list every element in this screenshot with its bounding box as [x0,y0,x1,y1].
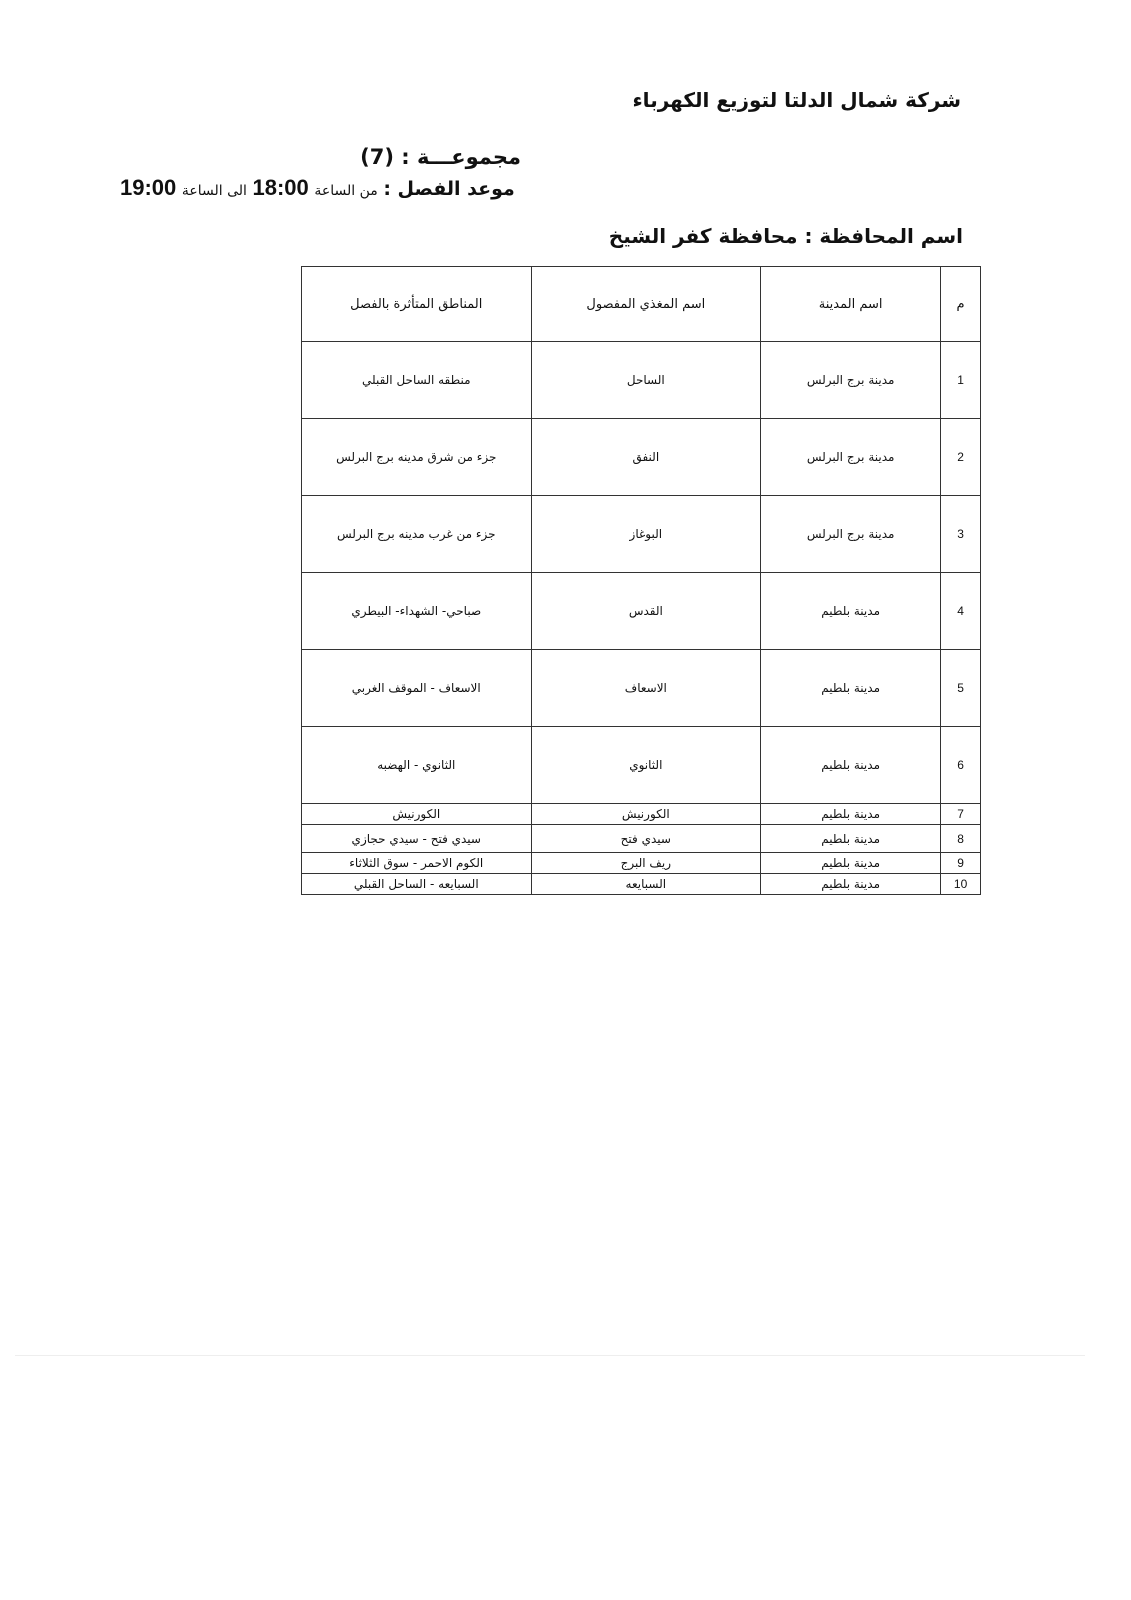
table-row [302,496,981,573]
cut-time [120,175,515,201]
table-header-row [302,267,981,342]
feeder-cell: الثانوي [531,727,761,804]
table-row [302,825,981,853]
areas-cell: سيدي فتح - سيدي حجازي [302,825,532,853]
areas-cell: الثانوي - الهضبه [302,727,532,804]
table-row [302,727,981,804]
row-number: 3 [941,496,981,573]
city-cell: مدينة بلطيم [761,727,941,804]
feeder-cell: النفق [531,419,761,496]
row-number: 10 [941,874,981,895]
table-row [302,874,981,895]
cut-label: موعد الفصل : [383,178,515,200]
feeder-cell: الاسعاف [531,650,761,727]
city-cell: مدينة برج البرلس [761,496,941,573]
feeder-cell: القدس [531,573,761,650]
areas-cell: صباحي- الشهداء- البيطري [302,573,532,650]
areas-cell: الكورنيش [302,804,532,825]
row-number: 5 [941,650,981,727]
column-header-no: م [941,267,981,342]
feeder-cell: الساحل [531,342,761,419]
areas-cell: الاسعاف - الموقف الغربي [302,650,532,727]
city-cell: مدينة برج البرلس [761,419,941,496]
feeder-cell: ريف البرج [531,853,761,874]
group-number: مجموعـــة : (7) [360,145,521,169]
city-cell: مدينة بلطيم [761,874,941,895]
city-cell: مدينة بلطيم [761,650,941,727]
table-row [302,650,981,727]
table-row [302,573,981,650]
outage-table [301,266,981,895]
city-cell: مدينة برج البرلس [761,342,941,419]
row-number: 6 [941,727,981,804]
row-number: 4 [941,573,981,650]
feeder-cell: سيدي فتح [531,825,761,853]
row-number: 9 [941,853,981,874]
areas-cell: جزء من غرب مدينه برج البرلس [302,496,532,573]
company-name: شركة شمال الدلتا لتوزيع الكهرباء [632,88,961,112]
feeder-cell: السبايعه [531,874,761,895]
from-time: 18:00 [252,175,309,200]
governorate-name: اسم المحافظة : محافظة كفر الشيخ [608,224,963,248]
areas-cell: منطقه الساحل القبلي [302,342,532,419]
city-cell: مدينة بلطيم [761,853,941,874]
to-label: الى الساعة [181,183,247,199]
table-row [302,804,981,825]
city-cell: مدينة بلطيم [761,804,941,825]
to-time: 19:00 [120,175,177,200]
row-number: 1 [941,342,981,419]
city-cell: مدينة بلطيم [761,825,941,853]
areas-cell: السبايعه - الساحل القبلي [302,874,532,895]
scan-artifact-line [15,1355,1085,1356]
areas-cell: الكوم الاحمر - سوق الثلاثاء [302,853,532,874]
areas-cell: جزء من شرق مدينه برج البرلس [302,419,532,496]
row-number: 8 [941,825,981,853]
table-row [302,342,981,419]
feeder-cell: البوغاز [531,496,761,573]
column-header-city: اسم المدينة [761,267,941,342]
table-row [302,419,981,496]
city-cell: مدينة بلطيم [761,573,941,650]
feeder-cell: الكورنيش [531,804,761,825]
from-label: من الساعة [314,183,378,199]
column-header-areas: المناطق المتأثرة بالفصل [302,267,532,342]
column-header-feeder: اسم المغذي المفصول [531,267,761,342]
row-number: 7 [941,804,981,825]
table-row [302,853,981,874]
row-number: 2 [941,419,981,496]
